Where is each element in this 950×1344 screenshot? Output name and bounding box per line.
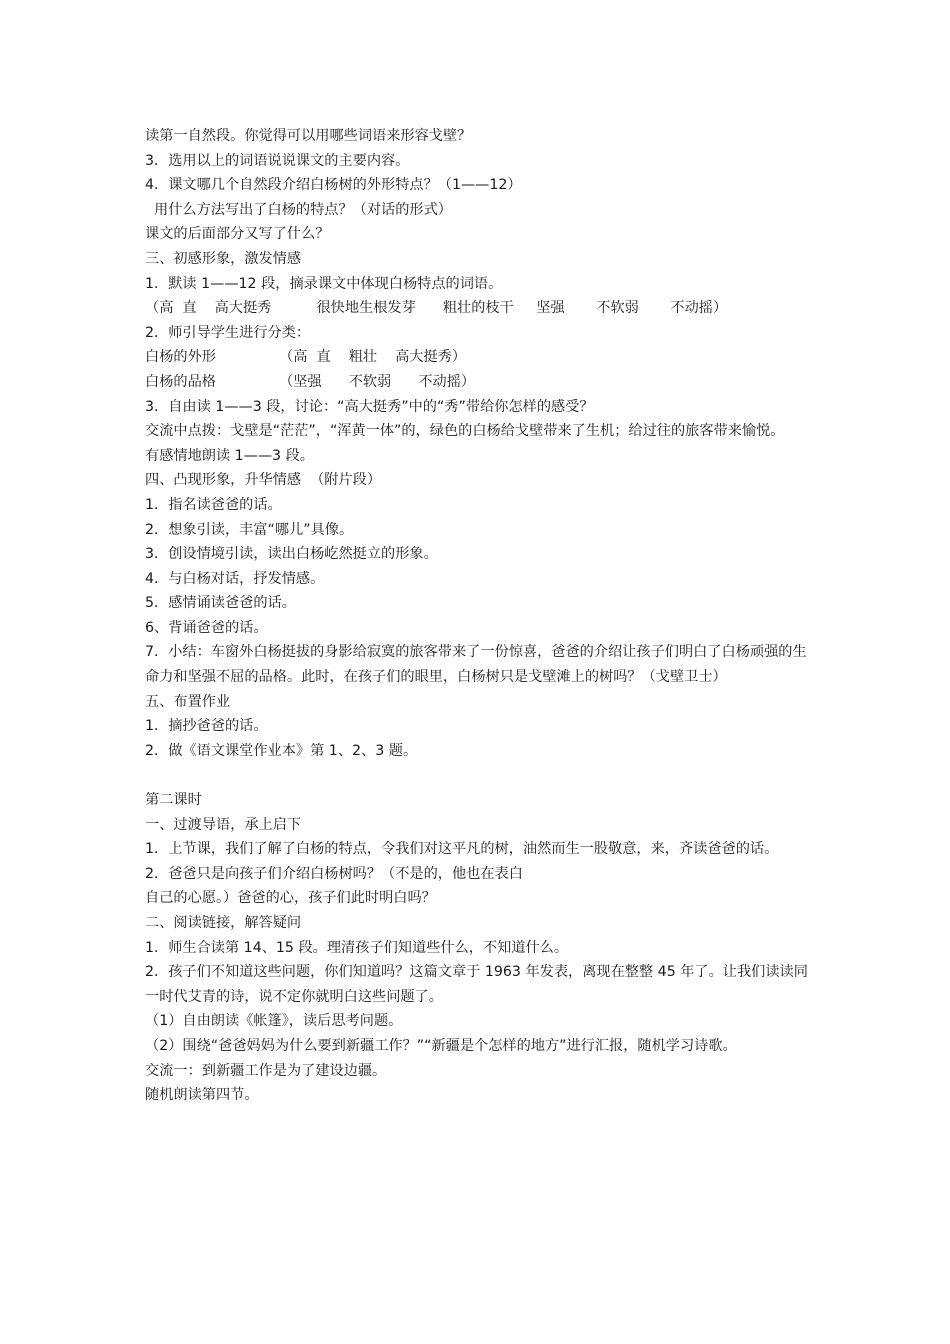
text-line: 5．感情诵读爸爸的话。 bbox=[145, 595, 296, 612]
lesson-heading: 第二课时 bbox=[145, 792, 202, 809]
text-line: 4．课文哪几个自然段介绍白杨树的外形特点？（1——12） bbox=[145, 177, 522, 194]
text-line: 1．指名读爸爸的话。 bbox=[145, 496, 282, 513]
blank-line bbox=[145, 763, 810, 788]
text-paragraph: 交流中点拨：戈壁是“茫茫”，“浑黄一体”的，绿色的白杨给戈壁带来了生机；给过往的旅客带来愉悦。 bbox=[145, 423, 785, 440]
section-heading: 二、阅读链接，解答疑问 bbox=[145, 915, 302, 931]
text-line: 有感情地朗读 1——3 段。 bbox=[145, 447, 314, 464]
text-line: 读第一自然段。你觉得可以用哪些词语来形容戈壁？ bbox=[145, 128, 472, 144]
text-paragraph: 1．上节课，我们了解了白杨的特点，令我们对这平凡的树，油然而生一股敬意，来，齐读爸爸的话。 bbox=[145, 841, 779, 858]
text-line: 3．选用以上的词语说说课文的主要内容。 bbox=[145, 152, 410, 169]
text-line: 2．爸爸只是向孩子们介绍白杨树吗？（不是的，他也在表白 bbox=[145, 865, 523, 882]
text-paragraph: （2）围绕“爸爸妈妈为什么要到新疆工作？”“新疆是个怎样的地方”进行汇报，随机学习诗歌。 bbox=[145, 1037, 737, 1054]
text-paragraph: 2．孩子们不知道这些问题，你们知道吗？这篇文章于 1963 年发表，离现在整整 45 年了。让我们读读同一时代艾青的诗，说不定你就明白这些问题了。 bbox=[145, 964, 808, 1005]
section-heading: 五、布置作业 bbox=[145, 693, 231, 710]
text-line: （1）自由朗读《帐篷》，读后思考问题。 bbox=[145, 1013, 403, 1030]
text-line: 3．创设情境引读，读出白杨屹然挺立的形象。 bbox=[145, 546, 438, 563]
text-line: 白杨的品格 （坚强 不软弱 不动摇） bbox=[145, 373, 476, 390]
text-line: 随机朗读第四节。 bbox=[145, 1087, 259, 1104]
text-line: 2．想象引读，丰富“哪儿”具像。 bbox=[145, 521, 354, 538]
text-line: 自己的心愿。）爸爸的心，孩子们此时明白吗？ bbox=[145, 890, 436, 907]
text-line: 白杨的外形 （高 直 粗壮 高大挺秀） bbox=[145, 349, 467, 366]
text-line: 4．与白杨对话，抒发情感。 bbox=[145, 570, 325, 587]
document-body bbox=[145, 124, 810, 1108]
text-line: 1．摘抄爸爸的话。 bbox=[145, 718, 268, 735]
text-paragraph: 7．小结：车窗外白杨挺拔的身影给寂寞的旅客带来了一份惊喜，爸爸的介绍让孩子们明白了白杨顽强的生命力和坚强不屈的品格。此时，在孩子们的眼里，白杨树只是戈壁滩上的树吗？（戈壁卫士） bbox=[145, 644, 807, 686]
section-heading: 四、凸现形象，升华情感 （附片段） bbox=[145, 472, 382, 489]
text-line: （高 直 高大挺秀 很快地生根发芽 粗壮的枝干 坚强 不软弱 不动摇） bbox=[145, 300, 728, 317]
text-line: 3．自由读 1——3 段，讨论：“高大挺秀”中的“秀”带给你怎样的感受？ bbox=[145, 398, 594, 415]
text-line: 2．做《语文课堂作业本》第 1、2、3 题。 bbox=[145, 742, 418, 759]
text-line: 交流一：到新疆工作是为了建设边疆。 bbox=[145, 1062, 387, 1079]
section-heading: 一、过渡导语，承上启下 bbox=[145, 816, 302, 833]
text-line: 课文的后面部分又写了什么？ bbox=[145, 226, 330, 243]
section-heading: 三、初感形象，激发情感 bbox=[145, 250, 302, 267]
text-line: 6、背诵爸爸的话。 bbox=[145, 619, 268, 636]
text-line: 1．默读 1——12 段，摘录课文中体现白杨特点的词语。 bbox=[145, 275, 503, 292]
text-line: 1．师生合读第 14、15 段。理清孩子们知道些什么，不知道什么。 bbox=[145, 939, 569, 956]
text-line: 用什么方法写出了白杨的特点？（对话的形式） bbox=[145, 201, 452, 218]
text-line: 2．师引导学生进行分类： bbox=[145, 324, 311, 341]
